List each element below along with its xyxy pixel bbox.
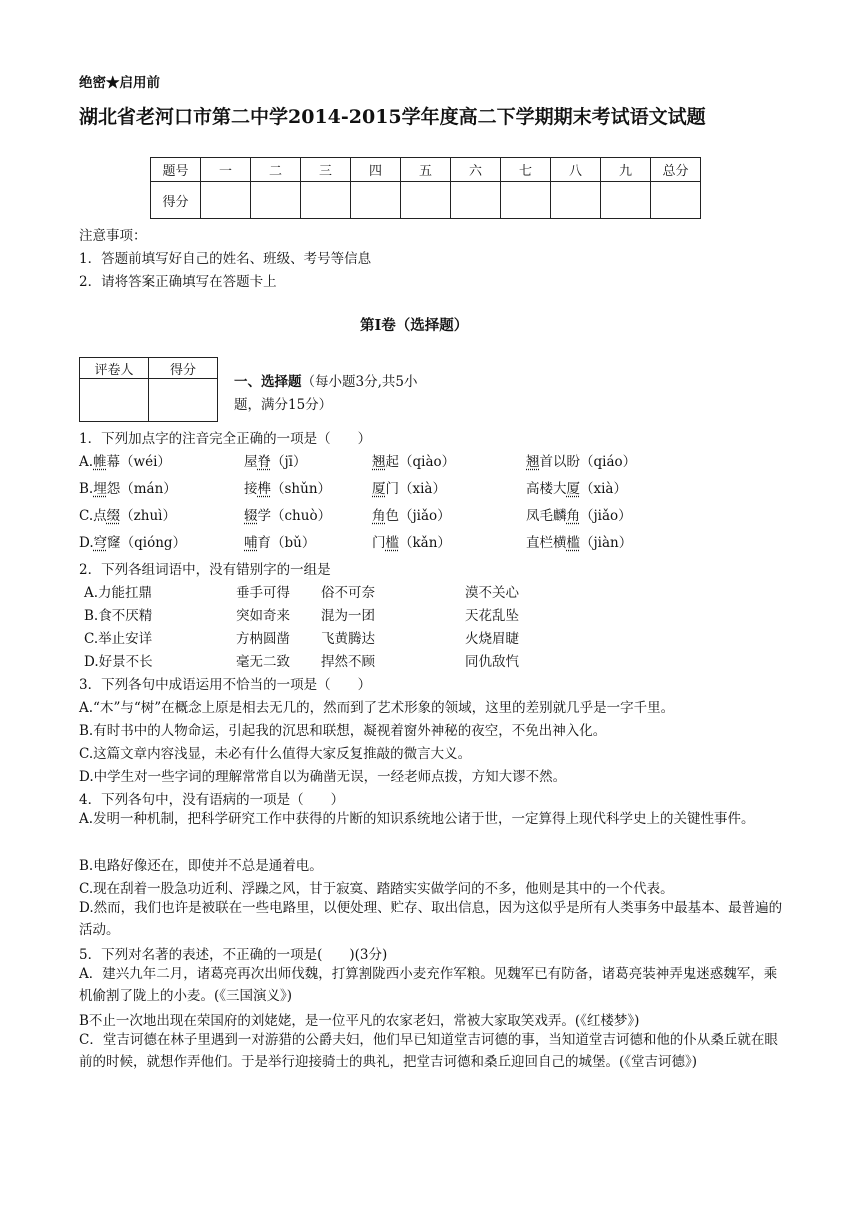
note-item: 2．请将答案正确填写在答题卡上	[79, 274, 277, 290]
pinyin-option	[244, 531, 315, 551]
option-text: 起（qiào）	[385, 454, 456, 470]
pinyin-option	[372, 504, 451, 524]
dotted-character: 角	[372, 508, 386, 524]
pinyin-option	[526, 504, 632, 524]
dotted-character: 哺	[244, 535, 258, 551]
word-option: 火烧眉睫	[465, 631, 519, 647]
score-cell	[451, 182, 501, 219]
part-description: （每小题3分,共5小	[301, 374, 418, 390]
word-option: 捍然不顾	[321, 654, 375, 670]
score-header-cell: 题号	[151, 158, 201, 182]
pinyin-option	[244, 450, 307, 470]
option-line: D.然而，我们也许是被联在一些电路里，以便处理、贮存、取出信息，因为这似乎是所有人类事务中最基本、最普遍的活动。	[79, 900, 783, 938]
dotted-character: 脊	[257, 454, 271, 470]
notes-heading: 注意事项：	[79, 228, 147, 244]
pinyin-option	[526, 477, 627, 497]
part-heading	[234, 370, 417, 390]
score-cell	[251, 182, 301, 219]
dotted-character: 槛	[385, 535, 399, 551]
word-option: C.举止安详	[84, 631, 153, 647]
score-header-cell: 七	[501, 158, 551, 182]
grader-table	[79, 357, 218, 422]
score-table-value-row	[151, 182, 701, 219]
option-text: A.	[79, 454, 94, 470]
pinyin-option	[526, 531, 632, 551]
word-option: A.力能扛鼎	[84, 585, 153, 601]
option-line: C.现在刮着一股急功近利、浮躁之风，甘于寂寞、踏踏实实做学问的不多，他则是其中的一个代表。	[79, 881, 674, 897]
score-header-cell: 六	[451, 158, 501, 182]
question-stem: 3．下列各句中成语运用不恰当的一项是（ ）	[79, 677, 372, 693]
option-text: 屋	[244, 454, 258, 470]
question-stem: 4．下列各句中，没有语病的一项是（ ）	[79, 792, 345, 808]
part-title: 一、选择题	[234, 374, 302, 390]
score-header-cell: 八	[551, 158, 601, 182]
dotted-character: 辍	[244, 508, 258, 524]
pinyin-option	[526, 450, 636, 470]
grader-cell	[80, 379, 149, 422]
score-cell	[201, 182, 251, 219]
grader-cell	[149, 379, 218, 422]
option-text: （jiǎo）	[580, 508, 632, 524]
option-text: 怨（mán）	[106, 481, 177, 497]
score-cell	[351, 182, 401, 219]
option-text: 育（bǔ）	[257, 535, 316, 551]
score-header-cell: 五	[401, 158, 451, 182]
option-line: C．堂吉诃德在林子里遇到一对游猎的公爵夫妇，他们早已知道堂吉诃德的事，当知道堂吉诃德和他的仆从桑丘就在眼前的时候，就想作弄他们。于是举行迎接骑士的典礼，把堂吉诃德和桑丘迎回自己的城堡。(《堂吉诃德》)	[79, 1032, 778, 1070]
score-cell	[551, 182, 601, 219]
section-title: 第I卷（选择题）	[360, 317, 469, 334]
pinyin-option	[372, 477, 446, 497]
score-header-cell: 九	[601, 158, 651, 182]
word-option: 混为一团	[321, 608, 375, 624]
option-text: （kǎn）	[399, 535, 451, 551]
pinyin-option	[79, 504, 176, 524]
option-line: D.中学生对一些字词的理解常常自以为确凿无误，一经老师点拨，方知大谬不然。	[79, 769, 567, 785]
option-text: 窿（qióng）	[107, 535, 187, 551]
score-table-header-row	[151, 158, 701, 182]
option-text: 色（jiǎo）	[385, 508, 451, 524]
option-line: A．建兴九年二月，诸葛亮再次出师伐魏，打算割陇西小麦充作军粮。见魏军已有防备，诸葛亮装神弄鬼迷惑魏军，乘机偷割了陇上的小麦。(《三国演义》)	[79, 966, 778, 1004]
option-line: A.发明一种机制，把科学研究工作中获得的片断的知识系统地公诸于世，一定算得上现代科学史上的关键性事件。	[79, 811, 755, 827]
dotted-character: 厦	[566, 481, 580, 497]
dotted-character: 缀	[106, 508, 121, 524]
option-text: 幕（wéi）	[106, 454, 171, 470]
option-text: 直栏横	[526, 535, 567, 551]
score-row-label: 得分	[151, 182, 201, 219]
pinyin-option	[372, 531, 451, 551]
option-text: （zhuì）	[120, 508, 176, 524]
option-text: 门（xià）	[385, 481, 446, 497]
option-text: （shǔn）	[271, 481, 332, 497]
word-option: 垂手可得	[236, 585, 290, 601]
dotted-character: 翘	[372, 454, 386, 470]
score-header-cell: 三	[301, 158, 351, 182]
note-item: 1．答题前填写好自己的姓名、班级、考号等信息	[79, 251, 372, 267]
dotted-character: 槛	[566, 535, 580, 551]
word-option: 漠不关心	[465, 585, 519, 601]
secret-label: 绝密★启用前	[79, 75, 160, 91]
score-header-cell: 二	[251, 158, 301, 182]
dotted-character: 埋	[93, 481, 107, 497]
option-line: B不止一次地出现在荣国府的刘姥姥，是一位平凡的农家老妇，常被大家取笑戏弄。(《红楼梦》)	[79, 1013, 640, 1029]
option-text: 接	[244, 481, 258, 497]
grader-header-cell: 评卷人	[80, 358, 149, 379]
score-cell	[651, 182, 701, 219]
dotted-character: 穹	[93, 535, 108, 551]
dotted-character: 角	[566, 508, 580, 524]
option-text: 凤毛麟	[526, 508, 567, 524]
option-line: A.“木”与“树”在概念上原是相去无几的，然而到了艺术形象的领域，这里的差别就几乎是一字千里。	[79, 700, 675, 716]
word-option: 同仇敌忾	[465, 654, 519, 670]
word-option: 突如奇来	[236, 608, 290, 624]
question-stem: 2．下列各组词语中，没有错别字的一组是	[79, 562, 331, 578]
part-description-cont: 题，满分15分）	[234, 397, 333, 413]
word-option: 飞黄腾达	[321, 631, 375, 647]
word-option: D.好景不长	[84, 654, 153, 670]
score-header-cell: 四	[351, 158, 401, 182]
pinyin-option	[372, 450, 455, 470]
grader-header-cell: 得分	[149, 358, 218, 379]
question-stem: 1．下列加点字的注音完全正确的一项是（ ）	[79, 431, 372, 447]
word-option: 俗不可奈	[321, 585, 375, 601]
score-header-cell: 总分	[651, 158, 701, 182]
word-option: B.食不厌精	[84, 608, 153, 624]
option-text: 学（chuò）	[257, 508, 332, 524]
option-text: C.点	[79, 508, 107, 524]
pinyin-option	[79, 477, 177, 497]
pinyin-option	[79, 450, 171, 470]
score-cell	[601, 182, 651, 219]
option-text: （jī）	[271, 454, 307, 470]
option-text: 门	[372, 535, 386, 551]
dotted-character: 榫	[257, 481, 271, 497]
word-option: 方枘圆凿	[236, 631, 290, 647]
pinyin-option	[244, 504, 331, 524]
option-line: B.有时书中的人物命运，引起我的沉思和联想，凝视着窗外神秘的夜空，不免出神入化。	[79, 723, 607, 739]
pinyin-option	[244, 477, 331, 497]
option-line: C.这篇文章内容浅显，未必有什么值得大家反复推敲的微言大义。	[79, 746, 472, 762]
dotted-character: 厦	[372, 481, 386, 497]
option-text: B.	[79, 481, 94, 497]
dotted-character: 帷	[93, 454, 107, 470]
score-table	[150, 157, 701, 219]
score-cell	[501, 182, 551, 219]
score-cell	[301, 182, 351, 219]
question-stem: 5．下列对名著的表述，不正确的一项是( )(3分)	[79, 947, 388, 963]
option-text: D.	[79, 535, 94, 551]
exam-title: 湖北省老河口市第二中学2014-2015学年度高二下学期期末考试语文试题	[79, 106, 706, 128]
option-text: （jiàn）	[580, 535, 633, 551]
option-text: 高楼大	[526, 481, 567, 497]
option-text: 首以盼（qiáo）	[539, 454, 637, 470]
word-option: 毫无二致	[236, 654, 290, 670]
pinyin-option	[79, 531, 186, 551]
option-text: （xià）	[580, 481, 627, 497]
score-header-cell: 一	[201, 158, 251, 182]
option-line: B.电路好像还在，即使并不总是通着电。	[79, 858, 323, 874]
dotted-character: 翘	[526, 454, 540, 470]
score-cell	[401, 182, 451, 219]
word-option: 天花乱坠	[465, 608, 519, 624]
